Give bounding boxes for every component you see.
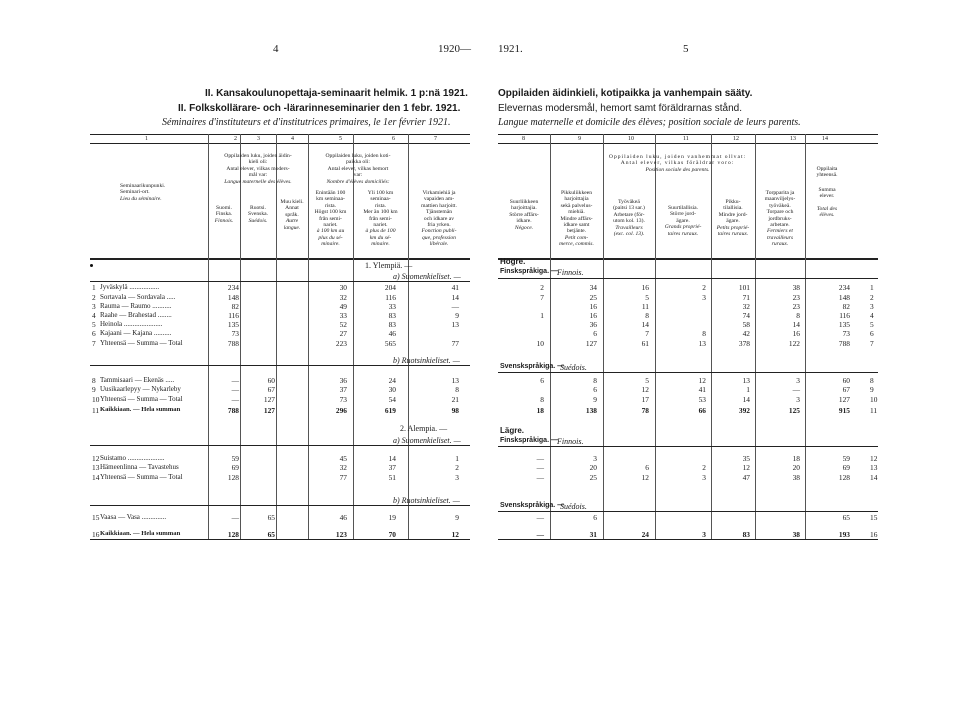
- cell-l: 125: [788, 406, 800, 415]
- cell-j: 2: [702, 283, 706, 292]
- title-right-2: Elevernas modersmål, hemort samt föräldrarnas stånd.: [498, 103, 742, 114]
- section-a-suomi2: a) Suomenkieliset. —: [393, 436, 461, 445]
- hdr-c11: Suurtilallisia. Större jord- ägare. Grands proprié- taires ruraux.: [664, 205, 702, 237]
- cell-a: 128: [227, 530, 239, 539]
- cell-f: 41: [451, 283, 459, 292]
- cell-g: 1: [540, 311, 544, 320]
- section-sv2: Svenskspråkiga. —: [500, 502, 565, 509]
- cell-name: Uusikaarlepyy — Nykarleby: [100, 385, 181, 393]
- cell-e: 83: [388, 320, 396, 329]
- cell-l: 23: [792, 293, 800, 302]
- cell-i: 78: [641, 406, 649, 415]
- cell-k: 13: [742, 376, 750, 385]
- cell-f: 13: [451, 320, 459, 329]
- cell-l: 38: [792, 473, 800, 482]
- cell-n: 2: [92, 293, 96, 302]
- cell-a: 73: [231, 329, 239, 338]
- cell-g: —: [536, 473, 544, 482]
- cell-f: 8: [455, 385, 459, 394]
- cell-l: 23: [792, 302, 800, 311]
- cell-i: 17: [641, 395, 649, 404]
- section-sv2-fr: Suédois.: [560, 502, 587, 511]
- cell-e: 51: [388, 473, 396, 482]
- cell-j: 66: [698, 406, 706, 415]
- cell-f: 2: [455, 463, 459, 472]
- cell-i: 5: [645, 376, 649, 385]
- table-row: [0, 283, 960, 293]
- cell-e: 204: [384, 283, 396, 292]
- cell-m: 193: [838, 530, 850, 539]
- col-num-2: 2: [234, 136, 237, 142]
- hdr-c2: Suomi. Finska. Finnois.: [214, 205, 234, 224]
- col-num-12: 12: [733, 136, 739, 142]
- rule-sect-b2: [90, 505, 470, 506]
- cell-m: 128: [838, 473, 850, 482]
- cell-h: 20: [589, 463, 597, 472]
- cell-k: 32: [742, 302, 750, 311]
- cell-m: 67: [842, 385, 850, 394]
- hdr-c7: Virkamiehiä ja vapaiden am- mattien harjoitt. Tjänstemän och idkare av fria yrken. Fonction publi- que, profession libérale.: [421, 190, 457, 248]
- cell-n2: 7: [870, 339, 874, 348]
- section-fin2: Finskspråkiga. —: [500, 437, 558, 444]
- cell-m: 73: [842, 329, 850, 338]
- cell-n: 12: [92, 454, 100, 463]
- cell-d: 123: [335, 530, 347, 539]
- cell-j: 3: [702, 530, 706, 539]
- cell-m: 788: [838, 339, 850, 348]
- cell-l: 3: [796, 395, 800, 404]
- cell-k: 378: [738, 339, 750, 348]
- section-b-ruotsi: b) Ruotsinkieliset. —: [393, 356, 460, 365]
- cell-b: 127: [263, 406, 275, 415]
- cell-i: 12: [641, 473, 649, 482]
- year-right: 1921.: [498, 43, 523, 55]
- cell-f: 9: [455, 513, 459, 522]
- cell-d: 77: [339, 473, 347, 482]
- rule-top-right: [498, 134, 878, 135]
- cell-name: Raahe — Brahestad ........: [100, 311, 172, 319]
- cell-j: 12: [698, 376, 706, 385]
- cell-n: 11: [92, 406, 100, 415]
- cell-n: 16: [92, 530, 100, 539]
- section-fin2-fr: Finnois.: [557, 437, 584, 446]
- cell-d: 32: [339, 463, 347, 472]
- section-b-ruotsi2: b) Ruotsinkieliset. —: [393, 496, 460, 505]
- hdr-c14: Oppilaita yhteensä. Summa elever. Total des élèves.: [816, 166, 838, 219]
- cell-a: —: [231, 395, 239, 404]
- cell-l: 38: [792, 283, 800, 292]
- cell-l: 8: [796, 311, 800, 320]
- hdr-c9: Pikkuliikkeen harjoittajia sekä palvelus- miehiä. Mindre affärs- idkare samt betjänte. Petit com- merce, commis.: [559, 190, 594, 248]
- cell-h: 36: [589, 320, 597, 329]
- cell-e: 19: [388, 513, 396, 522]
- cell-f: 9: [455, 311, 459, 320]
- cell-name: Suistamo .....................: [100, 454, 165, 462]
- section-hogre: Högre.: [500, 257, 526, 266]
- col-num-9: 9: [578, 136, 581, 142]
- cell-k: 101: [738, 283, 750, 292]
- cell-b: 67: [267, 385, 275, 394]
- cell-j: 41: [698, 385, 706, 394]
- table-row: [0, 513, 960, 523]
- cell-a: —: [231, 385, 239, 394]
- table-row: [0, 406, 960, 416]
- cell-a: 135: [227, 320, 239, 329]
- hdr-c4: Muu kieli. Annat språk. Autre langue.: [280, 199, 304, 231]
- cell-n2: 15: [870, 513, 878, 522]
- cell-m: 59: [842, 454, 850, 463]
- cell-d: 27: [339, 329, 347, 338]
- cell-j: 53: [698, 395, 706, 404]
- cell-e: 46: [388, 329, 396, 338]
- cell-name: Kaikkiaan. — Hela summan: [100, 406, 181, 413]
- hdr-c1: Seminaarikunpunki. Seminari-ort. Lieu du séminaire.: [120, 183, 166, 202]
- cell-n2: 8: [870, 376, 874, 385]
- hdr-c6: Yli 100 km seminaa- rista. Mer än 100 km från semi- nariet. à plus de 100 km du sé- minaire.: [363, 190, 398, 248]
- cell-l: 20: [792, 463, 800, 472]
- cell-n2: 9: [870, 385, 874, 394]
- cell-f: 13: [451, 376, 459, 385]
- cell-g: —: [536, 513, 544, 522]
- cell-g: 18: [536, 406, 544, 415]
- hdr-group-home: Oppilaiden luku, joiden koti- paikka oli: Antal elever, vilkas hemort var: Nombre d'élèves domiciliés:: [325, 153, 391, 185]
- table-row: [0, 463, 960, 473]
- cell-i: 12: [641, 385, 649, 394]
- cell-n2: 4: [870, 311, 874, 320]
- cell-h: 3: [593, 454, 597, 463]
- cell-n2: 11: [870, 406, 878, 415]
- rule-head-bottom-left: [90, 258, 470, 260]
- col-num-8: 8: [522, 136, 525, 142]
- bullet-mark: [90, 264, 93, 267]
- cell-h: 8: [593, 376, 597, 385]
- section-sv1-fr: Suédois.: [560, 363, 587, 372]
- cell-h: 127: [585, 339, 597, 348]
- cell-h: 25: [589, 293, 597, 302]
- year-left: 1920—: [438, 43, 471, 55]
- cell-m: 135: [838, 320, 850, 329]
- cell-e: 54: [388, 395, 396, 404]
- rule-sect-a2: [90, 445, 470, 446]
- cell-h: 138: [585, 406, 597, 415]
- cell-d: 46: [339, 513, 347, 522]
- cell-n: 4: [92, 311, 96, 320]
- cell-d: 36: [339, 376, 347, 385]
- cell-l: 122: [788, 339, 800, 348]
- cell-h: 16: [589, 302, 597, 311]
- cell-a: —: [231, 513, 239, 522]
- cell-k: 71: [742, 293, 750, 302]
- cell-f: 21: [451, 395, 459, 404]
- cell-m: 234: [838, 283, 850, 292]
- cell-d: 49: [339, 302, 347, 311]
- cell-k: 14: [742, 395, 750, 404]
- cell-name: Hämeenlinna — Tavastehus: [100, 463, 179, 471]
- cell-n: 15: [92, 513, 100, 522]
- cell-l: 14: [792, 320, 800, 329]
- cell-l: 16: [792, 329, 800, 338]
- cell-e: 30: [388, 385, 396, 394]
- cell-g: —: [536, 530, 544, 539]
- cell-f: 14: [451, 293, 459, 302]
- table-row: [0, 329, 960, 339]
- cell-n2: 1: [870, 283, 874, 292]
- cell-e: 565: [384, 339, 396, 348]
- rule-sect-b: [90, 365, 470, 366]
- cell-n2: 14: [870, 473, 878, 482]
- cell-e: 116: [385, 293, 396, 302]
- col-num-7: 7: [434, 136, 437, 142]
- cell-m: 116: [839, 311, 850, 320]
- cell-d: 296: [335, 406, 347, 415]
- cell-a: 128: [227, 473, 239, 482]
- rule-colnum-right: [498, 143, 878, 144]
- rule-sect-fin1: [498, 278, 878, 279]
- cell-a: 788: [227, 339, 239, 348]
- cell-d: 223: [335, 339, 347, 348]
- cell-h: 34: [589, 283, 597, 292]
- cell-n2: 6: [870, 329, 874, 338]
- cell-n: 7: [92, 339, 96, 348]
- cell-f: 3: [455, 473, 459, 482]
- cell-m: 65: [842, 513, 850, 522]
- cell-n: 6: [92, 329, 96, 338]
- cell-n: 1: [92, 283, 96, 292]
- rule-top-left: [90, 134, 470, 135]
- title-right-1: Oppilaiden äidinkieli, kotipaikka ja vanhempain sääty.: [498, 88, 753, 99]
- cell-g: 7: [540, 293, 544, 302]
- cell-b: 65: [267, 513, 275, 522]
- cell-name: Vaasa — Vasa ..............: [100, 513, 167, 521]
- cell-d: 33: [339, 311, 347, 320]
- cell-d: 52: [339, 320, 347, 329]
- cell-n2: 10: [870, 395, 878, 404]
- table-row: [0, 385, 960, 395]
- col-num-14: 14: [822, 136, 828, 142]
- cell-a: 148: [227, 293, 239, 302]
- page-number-right: 5: [683, 43, 689, 55]
- table-row: [0, 395, 960, 405]
- cell-g: 6: [540, 376, 544, 385]
- cell-n: 13: [92, 463, 100, 472]
- cell-a: 234: [227, 283, 239, 292]
- col-num-10: 10: [628, 136, 634, 142]
- cell-name: Yhteensä — Summa — Total: [100, 395, 183, 403]
- section-lagre: Lägre.: [500, 426, 525, 435]
- rule-head-bottom-right: [498, 258, 878, 260]
- cell-f: 77: [451, 339, 459, 348]
- cell-name: Sortavala — Sordavala .....: [100, 293, 176, 301]
- cell-m: 69: [842, 463, 850, 472]
- cell-k: 392: [738, 406, 750, 415]
- cell-n2: 16: [870, 530, 878, 539]
- cell-n2: 5: [870, 320, 874, 329]
- cell-j: 13: [698, 339, 706, 348]
- cell-e: 24: [388, 376, 396, 385]
- cell-name: Yhteensä — Summa — Total: [100, 473, 183, 481]
- section-fin1-fr: Finnois.: [557, 268, 584, 277]
- cell-name: Yhteensä — Summa — Total: [100, 339, 183, 347]
- cell-a: 59: [231, 454, 239, 463]
- hdr-c10: Työväkeä (paitsi 13 sar.) Arbetare (för- utom kol. 13). Travailleurs (exc. col. 13).: [613, 199, 645, 238]
- cell-m: 148: [838, 293, 850, 302]
- cell-n2: 12: [870, 454, 878, 463]
- cell-d: 32: [339, 293, 347, 302]
- cell-b: 127: [263, 395, 275, 404]
- cell-n2: 2: [870, 293, 874, 302]
- cell-f: 1: [455, 454, 459, 463]
- rule-sect-a: [90, 281, 470, 282]
- col-num-5: 5: [339, 136, 342, 142]
- table-row: [0, 473, 960, 483]
- cell-b: 65: [267, 530, 275, 539]
- col-num-11: 11: [683, 136, 689, 142]
- table-row: [0, 530, 960, 540]
- hdr-c13: Torpparita ja maanviljelys- työväkeä. Torpare och jordbruks- arbetare. Fermiers et travailleurs ruraux.: [764, 190, 796, 248]
- cell-h: 6: [593, 329, 597, 338]
- hdr-c12: Pikku- tilallisia. Mindre jord- ägare. Petits proprié- taires ruraux.: [716, 199, 750, 238]
- title-left-3: Séminaires d'instituteurs et d'institutrices primaires, le 1er février 1921.: [162, 117, 451, 128]
- cell-i: 6: [645, 463, 649, 472]
- cell-k: 42: [742, 329, 750, 338]
- cell-b: 60: [267, 376, 275, 385]
- cell-name: Kaikkiaan. — Hela summan: [100, 530, 181, 537]
- cell-m: 915: [838, 406, 850, 415]
- cell-n: 3: [92, 302, 96, 311]
- title-left-2: II. Folkskollärare- och -lärarinneseminarier den 1 febr. 1921.: [178, 103, 461, 114]
- cell-a: 69: [231, 463, 239, 472]
- cell-i: 5: [645, 293, 649, 302]
- cell-i: 24: [641, 530, 649, 539]
- cell-name: Kajaani — Kajana ..........: [100, 329, 172, 337]
- cell-k: 1: [746, 385, 750, 394]
- cell-e: 619: [384, 406, 396, 415]
- cell-e: 70: [388, 530, 396, 539]
- cell-g: 2: [540, 283, 544, 292]
- cell-j: 8: [702, 329, 706, 338]
- section-ylempia: 1. Ylempiä. —: [365, 261, 413, 270]
- cell-name: Tammisaari — Ekenäs .....: [100, 376, 175, 384]
- cell-a: 788: [227, 406, 239, 415]
- cell-g: —: [536, 454, 544, 463]
- cell-g: 10: [536, 339, 544, 348]
- cell-d: 30: [339, 283, 347, 292]
- cell-i: 11: [641, 302, 649, 311]
- cell-l: 3: [796, 376, 800, 385]
- col-num-3: 3: [257, 136, 260, 142]
- cell-e: 83: [388, 311, 396, 320]
- hdr-c8: Suurliikkeen harjoittajia. Större affärs- idkare. Négoce.: [509, 199, 539, 231]
- section-alempia: 2. Alempia. —: [400, 424, 448, 433]
- cell-d: 45: [339, 454, 347, 463]
- cell-n: 8: [92, 376, 96, 385]
- cell-h: 6: [593, 513, 597, 522]
- rule-sect-fin2: [498, 446, 878, 447]
- hdr-group-parents: Oppilaiden luku, joiden vanhemmat ollvat: Antal elever, vilkas föräldrar voro: Position sociale des parents.: [608, 154, 747, 173]
- cell-l: —: [792, 385, 800, 394]
- cell-d: 73: [339, 395, 347, 404]
- col-num-4: 4: [291, 136, 294, 142]
- cell-h: 6: [593, 385, 597, 394]
- cell-k: 74: [742, 311, 750, 320]
- hdr-group-language: Oppilaiden luku, joiden äidin- kieli oli: Antal elever, vilkas moders- mål var: Langue maternelle des élèves.: [224, 153, 292, 185]
- page-number-left: 4: [273, 43, 279, 55]
- cell-f: 98: [451, 406, 459, 415]
- section-fin1: Finskspråkiga. —: [500, 268, 558, 275]
- cell-g: —: [536, 463, 544, 472]
- cell-k: 58: [742, 320, 750, 329]
- rule-colnum-left: [90, 143, 470, 144]
- cell-l: 18: [792, 454, 800, 463]
- cell-k: 35: [742, 454, 750, 463]
- cell-k: 12: [742, 463, 750, 472]
- cell-l: 38: [792, 530, 800, 539]
- cell-i: 7: [645, 329, 649, 338]
- cell-a: 82: [231, 302, 239, 311]
- cell-a: —: [231, 376, 239, 385]
- cell-k: 47: [742, 473, 750, 482]
- col-num-13: 13: [790, 136, 796, 142]
- col-num-1: 1: [145, 136, 148, 142]
- cell-d: 37: [339, 385, 347, 394]
- cell-i: 16: [641, 283, 649, 292]
- cell-g: 8: [540, 395, 544, 404]
- cell-e: 14: [388, 454, 396, 463]
- cell-name: Rauma — Raumo ...........: [100, 302, 172, 310]
- cell-n: 14: [92, 473, 100, 482]
- cell-name: Heinola ......................: [100, 320, 163, 328]
- cell-n: 5: [92, 320, 96, 329]
- cell-i: 14: [641, 320, 649, 329]
- cell-j: 3: [702, 473, 706, 482]
- cell-m: 127: [838, 395, 850, 404]
- section-sv1: Svenskspråkiga. —: [500, 363, 565, 370]
- cell-h: 25: [589, 473, 597, 482]
- cell-n: 10: [92, 395, 100, 404]
- title-left-1: II. Kansakoulunopettaja-seminaarit helmik. 1 p:nä 1921.: [205, 88, 468, 99]
- hdr-c3: Ruotsi. Svenska. Suédois.: [247, 205, 269, 224]
- cell-a: 116: [228, 311, 239, 320]
- cell-n2: 13: [870, 463, 878, 472]
- cell-m: 60: [842, 376, 850, 385]
- cell-k: 83: [742, 530, 750, 539]
- cell-f: —: [451, 302, 459, 311]
- cell-h: 31: [589, 530, 597, 539]
- cell-e: 33: [388, 302, 396, 311]
- cell-m: 82: [842, 302, 850, 311]
- cell-i: 61: [641, 339, 649, 348]
- cell-j: 3: [702, 293, 706, 302]
- cell-e: 37: [388, 463, 396, 472]
- cell-i: 8: [645, 311, 649, 320]
- table-row: [0, 339, 960, 349]
- cell-h: 16: [589, 311, 597, 320]
- cell-j: 2: [702, 463, 706, 472]
- title-right-3: Langue maternelle et domicile des élèves; position sociale de leurs parents.: [498, 117, 801, 128]
- cell-name: Jyväskylä .................: [100, 283, 160, 291]
- section-a-suomi: a) Suomenkieliset. —: [393, 272, 461, 281]
- cell-h: 9: [593, 395, 597, 404]
- cell-f: 12: [451, 530, 459, 539]
- rule-sect-sv2: [498, 511, 878, 512]
- rule-sect-sv1: [498, 372, 878, 373]
- hdr-c5: Enintään 100 km seminaa- rista. Högst 100 km från semi- nariet. à 100 km au plus du sé- minaire.: [314, 190, 347, 248]
- cell-n2: 3: [870, 302, 874, 311]
- cell-n: 9: [92, 385, 96, 394]
- col-num-6: 6: [392, 136, 395, 142]
